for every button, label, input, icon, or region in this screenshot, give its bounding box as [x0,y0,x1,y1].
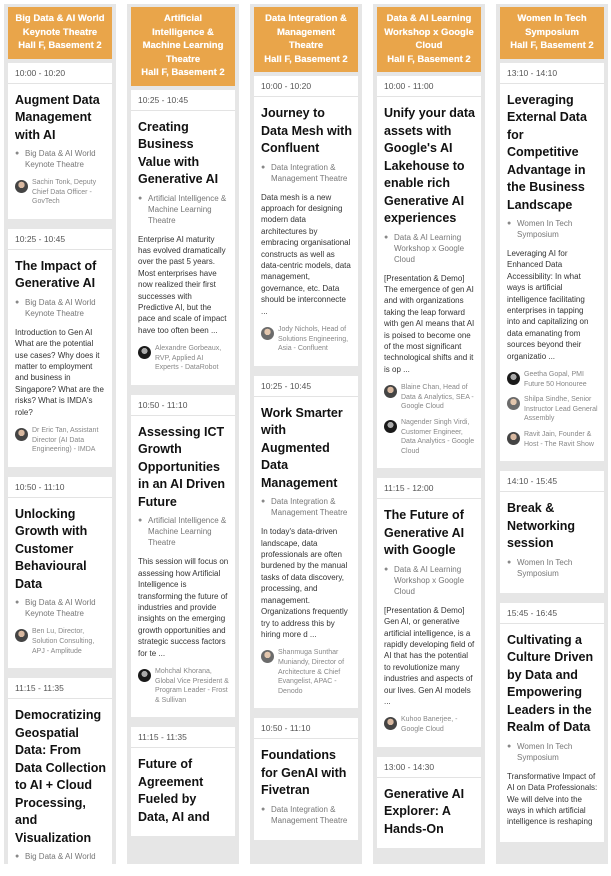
speaker-name: Alexandre Gorbeaux, RVP, Applied AI Experts - DataRobot [155,345,222,372]
session-card[interactable] [8,477,112,668]
session-time: 14:10 - 15:45 [500,476,604,492]
session-time: 11:15 - 11:35 [131,732,235,748]
track-header-line: Women In Tech [517,13,587,24]
session-track [15,148,106,170]
speaker-name: Dr Eric Tan, Assistant Director (AI Data Engineering) - IMDA [32,427,99,454]
session-title[interactable]: Journey to Data Mesh with Confluent [261,106,352,155]
speaker[interactable] [507,430,598,449]
session-track [507,218,598,240]
session-track-label: Data & AI Learning Workshop x Google Cloud [394,232,465,264]
session-track-label: Data Integration & Management Theatre [271,162,348,183]
track-column [373,4,485,864]
session-track [15,297,106,319]
track-column [4,4,116,864]
session-track [15,851,106,862]
track-header-line: Hall F, Basement 2 [18,40,102,51]
session-title[interactable]: Break & Networking session [507,501,576,551]
session-card[interactable] [254,376,358,709]
session-description: In today's data-driven landscape, data professionals are often burdened by the manual tasks of data discovery, processing, and management. Organizations frequently try to address this by hiring more d ... [261,527,348,639]
speaker[interactable] [15,178,106,207]
session-track-label: Big Data & AI World [25,852,96,862]
avatar [384,420,397,433]
track-header-line: Keynote Theatre [22,26,98,38]
track-header-line: Hall F, Basement 2 [387,53,471,65]
session-card[interactable] [377,757,481,849]
speaker[interactable] [384,715,475,734]
session-card[interactable] [500,63,604,462]
track-header[interactable] [8,7,112,59]
session-time: 10:50 - 11:10 [254,723,358,739]
session-title[interactable]: Cultivating a Culture Driven by Data and Empowering Leaders in the Realm of Data [507,632,594,735]
session-description: This session will focus on assessing how Artificial Intelligence is transforming the future of industries and provide insights on the emerging growth opportunities and strategic success factors for te ... [138,557,229,658]
session-track-label: Artificial Intelligence & Machine Learning Theatre [148,193,227,225]
session-title[interactable]: Future of Agreement Fueled by Data, AI and [138,757,210,824]
session-track [261,162,352,184]
session-time: 13:00 - 14:30 [377,762,481,778]
avatar [507,372,520,385]
session-time: 11:15 - 11:35 [8,683,112,699]
session-title[interactable]: Generative AI Explorer: A Hands-On [384,786,465,836]
track-header-line: Theatre [165,53,201,65]
speaker-name: Nagender Singh Virdi, Customer Engineer, Data Analytics - Google Cloud [401,418,475,455]
session-time: 10:00 - 10:20 [254,81,358,97]
speaker[interactable] [384,383,475,412]
session-track [384,564,475,597]
map-pin-icon: ● [507,742,512,750]
session-time: 10:25 - 10:45 [8,234,112,250]
track-header-line: Data Integration & [265,13,347,24]
session-track-label: Women In Tech Symposium [517,219,573,239]
session-time: 10:50 - 11:10 [131,400,235,416]
session-description: Data mesh is a new approach for designing modern data architectures by embracing organisational constructs as well as data-centric models, data management, governance, etc. Data should be interconnecte ... [261,192,351,316]
session-title[interactable]: Augment Data Management with AI [15,92,100,142]
session-card[interactable] [500,471,604,593]
session-card[interactable] [254,76,358,366]
session-description: Enterprise AI maturity has evolved dramatically over the past 5 years. Most enterprises have now realized their first successes with Predictive AI, but the pace and scale of impact have too often been ... [138,234,227,335]
track-header[interactable] [377,7,481,72]
session-title[interactable]: Work Smarter with Augmented Data Management [261,405,343,490]
session-track-label: Data Integration & Management Theatre [271,804,348,825]
track-header-line: Management [276,26,336,38]
session-time: 15:45 - 16:45 [500,608,604,624]
map-pin-icon: ● [507,558,512,566]
speaker[interactable] [384,418,475,456]
avatar [138,669,151,682]
avatar [507,397,520,410]
session-title[interactable]: Assessing ICT Growth Opportunities in an AI Driven Future [138,424,226,509]
session-description: Introduction to Gen AI What are the potential use cases? Why does it matter to employment and business in Singapore? What are the risks? What is IMDA's role? [15,327,104,417]
session-title[interactable]: Leveraging External Data for Competitive Advantage in the Business Landscape [507,92,587,212]
speaker-name: Ben Lu, Director, Solution Consulting, APJ - Amplitude [32,628,95,655]
session-track [261,804,352,826]
session-track [507,741,598,763]
avatar [15,428,28,441]
map-pin-icon: ● [15,599,20,607]
session-card[interactable] [8,229,112,467]
speaker[interactable] [507,395,598,424]
session-time: 10:25 - 10:45 [254,381,358,397]
session-description: [Presentation & Demo] The emergence of gen AI and with organizations taking the leap forward with gen AI means that AI is poised to become one of the most significant technological shifts and it is op ... [384,273,475,374]
track-header-line: Artificial [163,13,202,24]
session-track [384,232,475,265]
speaker-name: Geetha Gopal, PMI Future 50 Honouree [524,371,587,388]
session-title[interactable]: The Future of Generative AI with Google [384,508,465,558]
session-card[interactable] [377,478,481,746]
session-card[interactable] [131,90,235,385]
speaker-name: Ravit Jain, Founder & Host - The Ravit Show [524,431,594,448]
speaker-name: Sachin Tonk, Deputy Chief Data Officer - GovTech [32,179,97,206]
avatar [507,432,520,445]
track-header-line: Hall F, Basement 2 [510,40,594,51]
map-pin-icon: ● [507,220,512,227]
session-track [261,496,352,518]
speaker[interactable] [15,627,106,656]
avatar [261,327,274,340]
speaker-name: Shanmuga Sunthar Muniandy, Director of Architecture & Chief Evangelist, APAC - Denodo [278,649,345,695]
session-card[interactable] [8,63,112,219]
session-track [138,515,229,548]
session-track-label: Data & AI Learning Workshop x Google Cloud [394,564,465,596]
track-header[interactable] [131,7,235,86]
session-time: 10:50 - 11:10 [8,482,112,498]
speaker-name: Blaine Chan, Head of Data & Analytics, SEA - Google Cloud [401,384,474,411]
map-pin-icon: ● [15,150,20,157]
session-track-label: Big Data & AI World Keynote Theatre [25,598,96,619]
map-pin-icon: ● [138,194,143,202]
track-header-line: Big Data & AI World [15,13,105,24]
session-track-label: Women In Tech Symposium [517,557,573,578]
session-description: Transformative Impact of AI on Data Professionals: We will delve into the ways in which artificial intelligence is reshaping [507,771,598,827]
track-column [250,4,362,864]
track-header[interactable] [500,7,604,59]
session-track-label: Big Data & AI World Keynote Theatre [25,297,96,318]
avatar [15,629,28,642]
session-track-label: Big Data & AI World Keynote Theatre [25,149,96,169]
session-time: 13:10 - 14:10 [500,68,604,84]
session-description: [Presentation & Demo] Gen AI, or generative artificial intelligence, is a rapidly developing field of AI that has the potential to revolutionize many industries and aspects of our lives. Gen AI models ... [384,605,475,707]
track-header-line: Data & AI Learning [386,13,472,24]
session-track-label: Data Integration & Management Theatre [271,497,348,518]
track-header-line: Machine Learning [142,40,224,51]
speaker-name: Jody Nichols, Head of Solutions Engineering, Asia - Confluent [278,325,349,353]
session-description: Leveraging AI for Enhanced Data Accessibility: In what ways is artificial intelligence facilitating enterprises in tapping into and capitalizing on data emanating from sources beyond their organizatio ... [507,249,589,361]
avatar [384,385,397,398]
track-column [127,4,239,864]
session-card[interactable] [500,603,604,842]
session-time: 10:00 - 11:00 [377,81,481,97]
speaker-name: Mohchal Khorana, Global Vice President & Program Leader - Frost & Sullivan [155,668,229,704]
map-pin-icon: ● [261,163,266,171]
session-card[interactable] [131,727,235,836]
track-column [496,4,608,864]
track-header-line: Hall F, Basement 2 [264,53,348,65]
speaker-name: Shilpa Sindhe, Senior Instructor Lead General Assembly [524,396,598,423]
speaker[interactable] [261,325,352,354]
track-header-line: Hall F, Basement 2 [141,67,225,78]
track-header-line: Symposium [525,26,579,38]
avatar [15,180,28,193]
map-pin-icon: ● [384,233,389,241]
session-card[interactable] [8,678,112,876]
session-title[interactable]: Democratizing Geospatial Data: From Data Collection to AI + Cloud Processing, and Visualization [15,708,106,845]
track-header-line: Workshop x Google [384,26,474,38]
session-title[interactable]: The Impact of Generative AI [15,258,97,291]
session-title[interactable]: Unlocking Growth with Customer Behavioural Data [15,506,88,591]
session-title[interactable]: Creating Business Value with Generative AI [138,119,219,186]
speaker[interactable] [15,426,106,455]
session-track [138,193,229,226]
avatar [138,346,151,359]
session-track [15,597,106,619]
session-title[interactable]: Unify your data assets with Google's AI Lakehouse to enable rich Generative AI experiences [384,106,475,225]
avatar [384,717,397,730]
track-header-line: Intelligence & [152,26,214,38]
avatar [261,650,274,663]
map-pin-icon: ● [15,853,20,861]
track-header-line: Cloud [415,40,443,51]
session-card[interactable] [377,76,481,468]
map-pin-icon: ● [384,565,389,573]
session-track [507,557,598,579]
track-header[interactable] [254,7,358,72]
map-pin-icon: ● [15,298,20,306]
track-header-line: Theatre [288,40,324,51]
session-track-label: Artificial Intelligence & Machine Learning Theatre [148,516,227,548]
session-time: 10:25 - 10:45 [131,95,235,111]
speaker-name: Kuhoo Banerjee, - Google Cloud [401,716,458,734]
session-time: 10:00 - 10:20 [8,68,112,84]
speaker[interactable] [138,667,229,705]
map-pin-icon: ● [261,498,266,506]
map-pin-icon: ● [261,805,266,813]
speaker[interactable] [261,648,352,696]
session-card[interactable] [131,395,235,718]
speaker[interactable] [138,344,229,373]
session-title[interactable]: Foundations for GenAI with Fivetran [261,748,347,798]
session-time: 11:15 - 12:00 [377,483,481,499]
map-pin-icon: ● [138,517,143,525]
session-track-label: Women In Tech Symposium [517,741,573,762]
session-card[interactable] [254,718,358,840]
speaker[interactable] [507,370,598,389]
